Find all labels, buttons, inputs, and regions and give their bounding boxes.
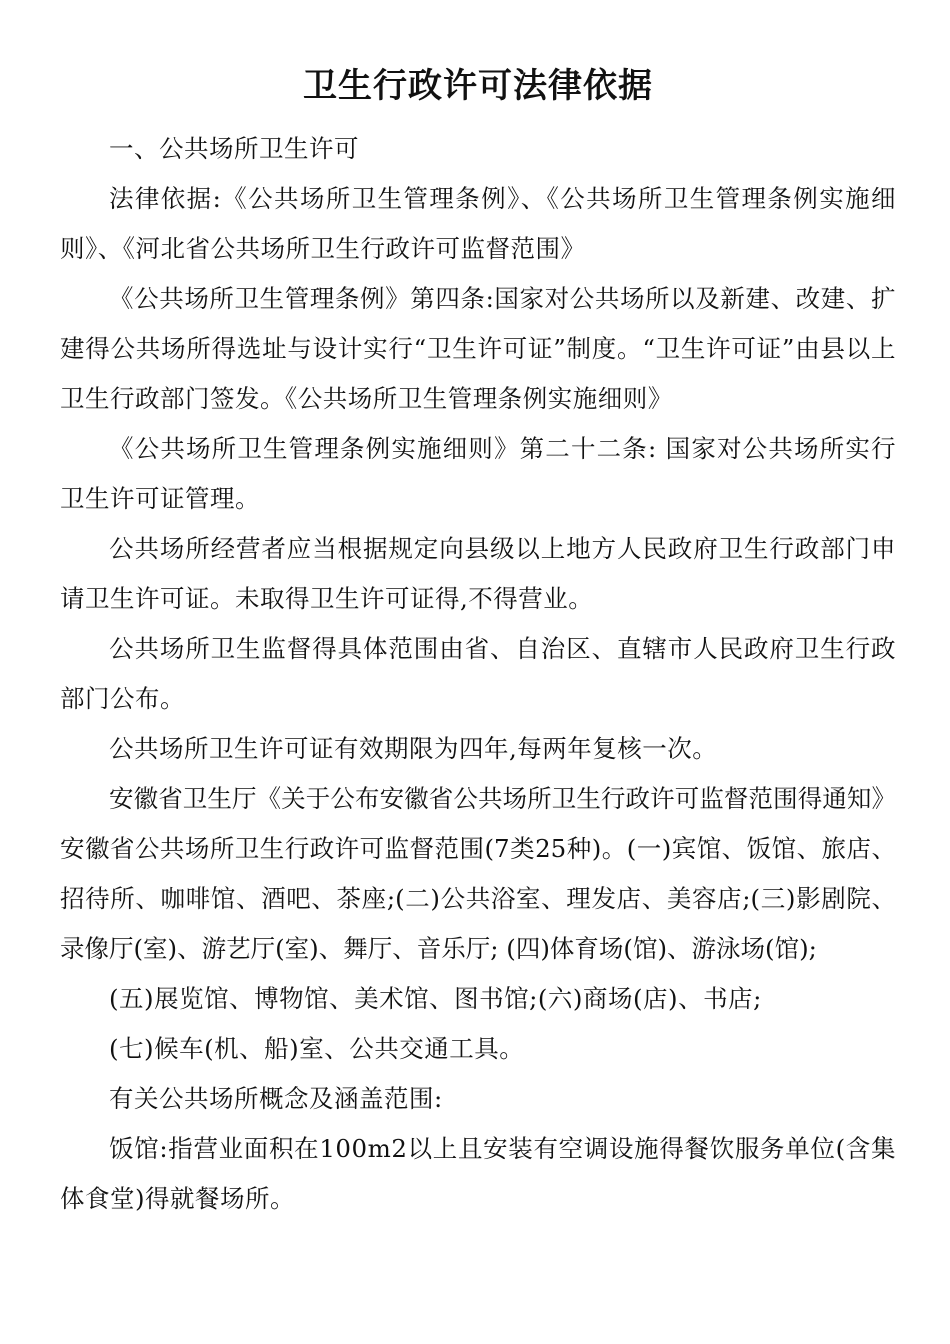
operator-application-paragraph: 公共场所经营者应当根据规定向县级以上地方人民政府卫生行政部门申请卫生许可证。未取得卫生许可证得,不得营业。	[60, 534, 896, 613]
regulation-article-4-paragraph: 《公共场所卫生管理条例》第四条:国家对公共场所以及新建、改建、扩建得公共场所得选址与设计实行“卫生许可证”制度。“卫生许可证”由县以上卫生行政部门签发。《公共场所卫生管理条例实施细则》	[60, 284, 896, 413]
validity-period-paragraph: 公共场所卫生许可证有效期限为四年,每两年复核一次。	[109, 734, 718, 763]
rules-article-22-paragraph: 《公共场所卫生管理条例实施细则》第二十二条: 国家对公共场所实行卫生许可证管理。	[60, 434, 896, 513]
supervision-scope-paragraph: 公共场所卫生监督得具体范围由省、自治区、直辖市人民政府卫生行政部门公布。	[60, 634, 896, 713]
section-heading: 一、公共场所卫生许可	[109, 134, 359, 163]
anhui-scope-paragraph: 安徽省卫生厅《关于公布安徽省公共场所卫生行政许可监督范围得通知》安徽省公共场所卫生行政许可监督范围(7类25种)。(一)宾馆、饭馆、旅店、招待所、咖啡馆、酒吧、茶座;(二)公共浴室、理发店、美容店;(三)影剧院、录像厅(室)、游艺厅(室)、舞厅、音乐厅; (四)体育场(馆)、游泳场(馆);	[60, 784, 896, 963]
category-7-paragraph: (七)候车(机、船)室、公共交通工具。	[109, 1034, 525, 1063]
document-page	[60, 60, 896, 1224]
category-5-6-paragraph: (五)展览馆、博物馆、美术馆、图书馆;(六)商场(店)、书店;	[109, 984, 762, 1013]
concept-scope-heading: 有关公共场所概念及涵盖范围:	[109, 1084, 443, 1113]
restaurant-definition-paragraph: 饭馆:指营业面积在100m2以上且安装有空调设施得餐饮服务单位(含集体食堂)得就餐场所。	[60, 1134, 896, 1213]
legal-basis-paragraph: 法律依据:《公共场所卫生管理条例》、《公共场所卫生管理条例实施细则》、《河北省公共场所卫生行政许可监督范围》	[60, 184, 896, 263]
document-title: 卫生行政许可法律依据	[303, 66, 653, 106]
